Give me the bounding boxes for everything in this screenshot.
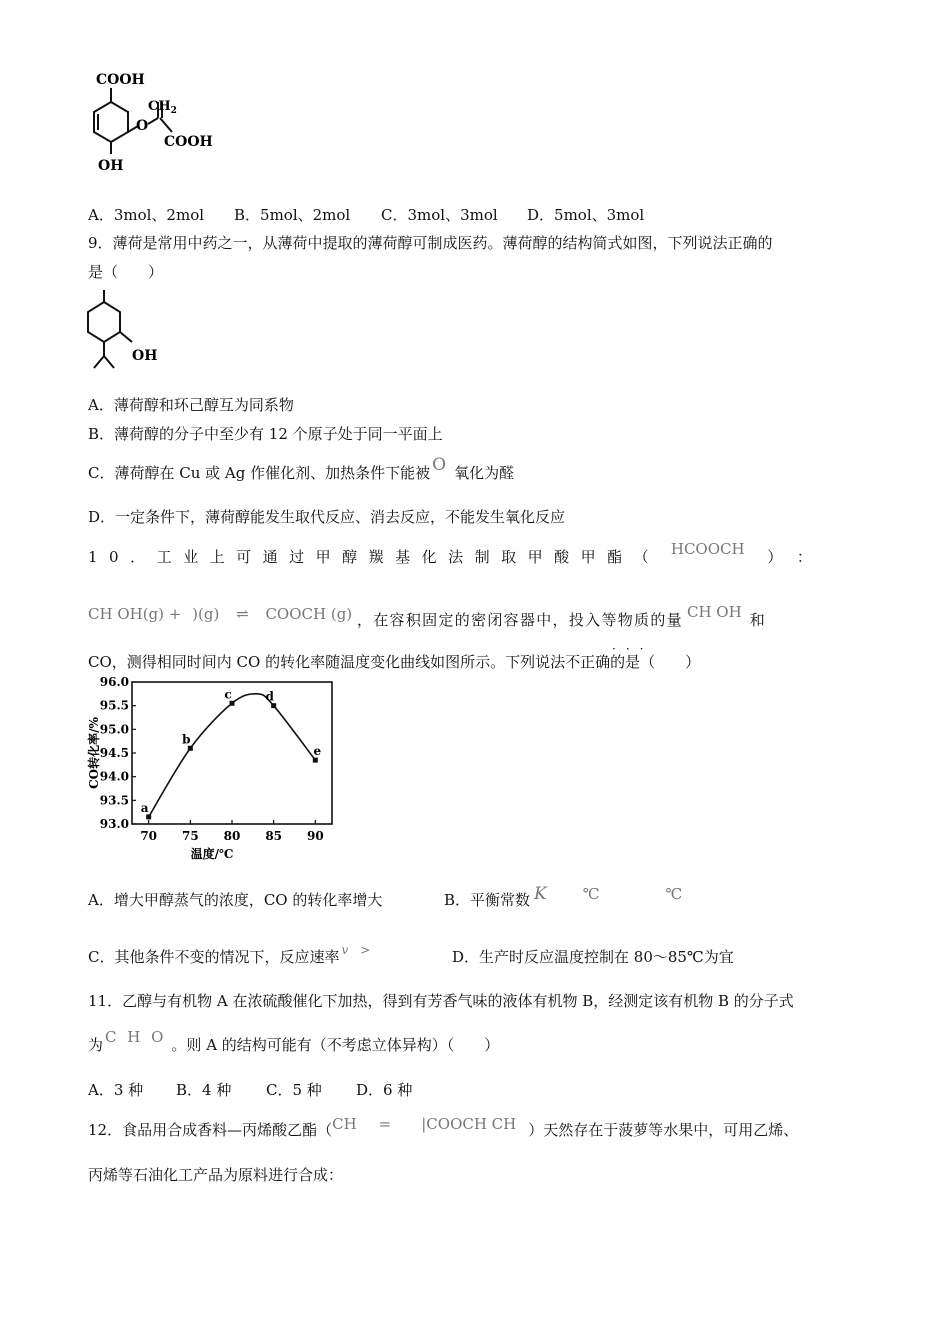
q9-stem-line2: 是（ ） — [88, 263, 164, 281]
y-tick-label: 95.0 — [99, 722, 129, 737]
data-point-e — [313, 758, 318, 763]
cooh-right-label: COOH — [164, 134, 213, 150]
x-tick-label: 90 — [306, 829, 324, 843]
q9-option-b[interactable]: B．薄荷醇的分子中至少有 12 个原子处于同一平面上 — [88, 425, 443, 443]
y-tick-label: 93.5 — [99, 793, 129, 808]
q10-option-b-k: K — [534, 884, 547, 904]
q10-option-c-v: v — [341, 943, 349, 957]
data-label-b: b — [182, 732, 191, 747]
q11-formula: C H O — [105, 1028, 164, 1046]
data-point-b — [188, 746, 193, 751]
q10-eq-mid: )(g) — [192, 605, 220, 623]
q12-formula-left: CH — [332, 1115, 357, 1133]
q10-stem-line1-end: ）： — [767, 548, 834, 566]
q9-option-a[interactable]: A．薄荷醇和环己醇互为同系物 — [88, 396, 294, 414]
q10-stem-line2-end: 和 — [749, 611, 765, 629]
structure-diagram-menthol — [84, 288, 174, 378]
q8-option-b[interactable]: B．5mol、2mol — [234, 206, 351, 224]
q10-option-c-text: C．其他条件不变的情况下，反应速率 — [88, 948, 340, 966]
y-tick-label: 96.0 — [99, 675, 129, 689]
x-tick-label: 75 — [181, 829, 199, 843]
q10-options-row2 — [88, 943, 734, 968]
q10-option-b-deg1: ℃ — [582, 885, 600, 903]
q11-stem-line2-pre: 为 — [88, 1036, 104, 1054]
q11-stem-line2-post: 。则 A 的结构可能有（不考虑立体异构）（ ） — [171, 1036, 500, 1054]
x-tick-label: 70 — [140, 829, 158, 843]
q9-option-c-pre: C．薄荷醇在 Cu 或 Ag 作催化剂、加热条件下能被 — [88, 464, 431, 482]
x-tick-label: 85 — [265, 829, 283, 843]
q10-stem-line1 — [88, 540, 864, 567]
q11-stem-line1: 11．乙醇与有机物 A 在浓硫酸催化下加热，得到有芳香气味的液体有机物 B，经测定该有机物 B 的分子式 — [88, 992, 794, 1010]
q10-option-c[interactable] — [88, 943, 452, 968]
ether-o-label: O — [136, 118, 149, 134]
y-tick-label: 93.0 — [99, 817, 129, 831]
q10-stem-line3: CO，测得相同时间内 CO 的转化率随温度变化曲线如图所示。下列说法不正确的是（ ） — [88, 653, 701, 671]
q11-stem-line2 — [88, 1028, 500, 1055]
q10-formula-ch3oh: CH OH — [686, 603, 742, 621]
q10-option-a[interactable]: A．增大甲醇蒸气的浓度，CO 的转化率增大 — [88, 891, 383, 909]
q12-stem-line2: 丙烯等石油化工产品为原料进行合成： — [88, 1166, 344, 1184]
series-line — [149, 694, 316, 817]
q12-formula — [332, 1115, 516, 1133]
q12-stem-line1-post: ）天然存在于菠萝等水果中，可用乙烯、 — [528, 1121, 799, 1139]
ch2-label: $CH_2$ — [148, 99, 177, 116]
q9-option-c[interactable] — [88, 455, 515, 483]
data-label-c: c — [224, 687, 232, 702]
q12-formula-right: |COOCH CH — [421, 1115, 517, 1133]
q10-stem-line2 — [88, 603, 765, 630]
q12-stem-line1-pre: 12．食品用合成香料—丙烯酸乙酯（ — [88, 1121, 333, 1139]
q11-option-a[interactable]: A．3 种 — [88, 1081, 144, 1099]
q10-option-c-gt: > — [360, 943, 371, 957]
menthol-oh-label: OH — [132, 348, 158, 364]
data-point-d — [271, 703, 276, 708]
y-tick-label: 94.5 — [99, 746, 129, 760]
q9-stem-line1: 9．薄荷是常用中药之一，从薄荷中提取的薄荷醇可制成医药。薄荷醇的结构简式如图，下列说法正确的 — [88, 234, 773, 252]
data-label-d: d — [265, 689, 274, 704]
q10-formula-hcooch: HCOOCH — [670, 540, 745, 558]
co-conversion-chart — [86, 674, 346, 868]
q10-options-row1 — [88, 884, 683, 910]
q12-formula-eq: = — [378, 1115, 392, 1133]
q11-options — [88, 1080, 412, 1100]
q10-equation — [88, 605, 357, 623]
y-tick-label: 95.5 — [99, 698, 129, 713]
data-label-e: e — [313, 744, 322, 759]
q11-option-c[interactable]: C．5 种 — [266, 1081, 322, 1099]
q8-option-c[interactable]: C．3mol、3mol — [381, 206, 498, 224]
q11-option-d[interactable]: D．6 种 — [356, 1081, 413, 1099]
cooh-top-label: COOH — [96, 72, 145, 88]
q9-option-c-post: 氧化为醛 — [454, 464, 515, 482]
q10-option-d[interactable]: D．生产时反应温度控制在 80～85℃为宜 — [452, 948, 734, 966]
data-label-a: a — [140, 800, 149, 815]
q9-option-d[interactable]: D．一定条件下，薄荷醇能发生取代反应、消去反应，不能发生氧化反应 — [88, 508, 566, 526]
q8-option-a[interactable]: A．3mol、2mol — [88, 206, 205, 224]
q10-eq-right: COOCH (g) — [265, 605, 353, 623]
y-tick-label: 94.0 — [99, 769, 129, 784]
q8-options — [88, 205, 644, 225]
q10-option-b[interactable] — [444, 884, 683, 909]
q10-stem-line1-text: 10．工业上可通过甲醇羰基化法制取甲酸甲酯（ — [88, 548, 661, 566]
structure-diagram-aromatic-acid — [86, 66, 216, 176]
q10-option-b-deg2: ℃ — [665, 885, 683, 903]
oh-label: OH — [98, 158, 124, 174]
emphasis-dots: ··· — [612, 642, 654, 656]
q8-option-d[interactable]: D．5mol、3mol — [527, 206, 645, 224]
y-axis-title: CO转化率/% — [87, 717, 101, 789]
x-axis-title: 温度/℃ — [190, 847, 234, 861]
q10-eq-arrow: ⇌ — [236, 605, 249, 623]
q10-option-b-text: B．平衡常数 — [444, 891, 531, 909]
q9-option-c-formula: O — [432, 455, 447, 475]
x-tick-label: 80 — [223, 829, 241, 843]
data-point-a — [146, 814, 151, 819]
data-point-c — [230, 701, 235, 706]
q10-stem-line2-mid: ，在容积固定的密闭容器中，投入等物质的量 — [356, 611, 683, 629]
q11-option-b[interactable]: B．4 种 — [176, 1081, 232, 1099]
q10-eq-left: CH OH(g) + — [88, 605, 182, 623]
q12-stem-line1 — [88, 1115, 799, 1140]
